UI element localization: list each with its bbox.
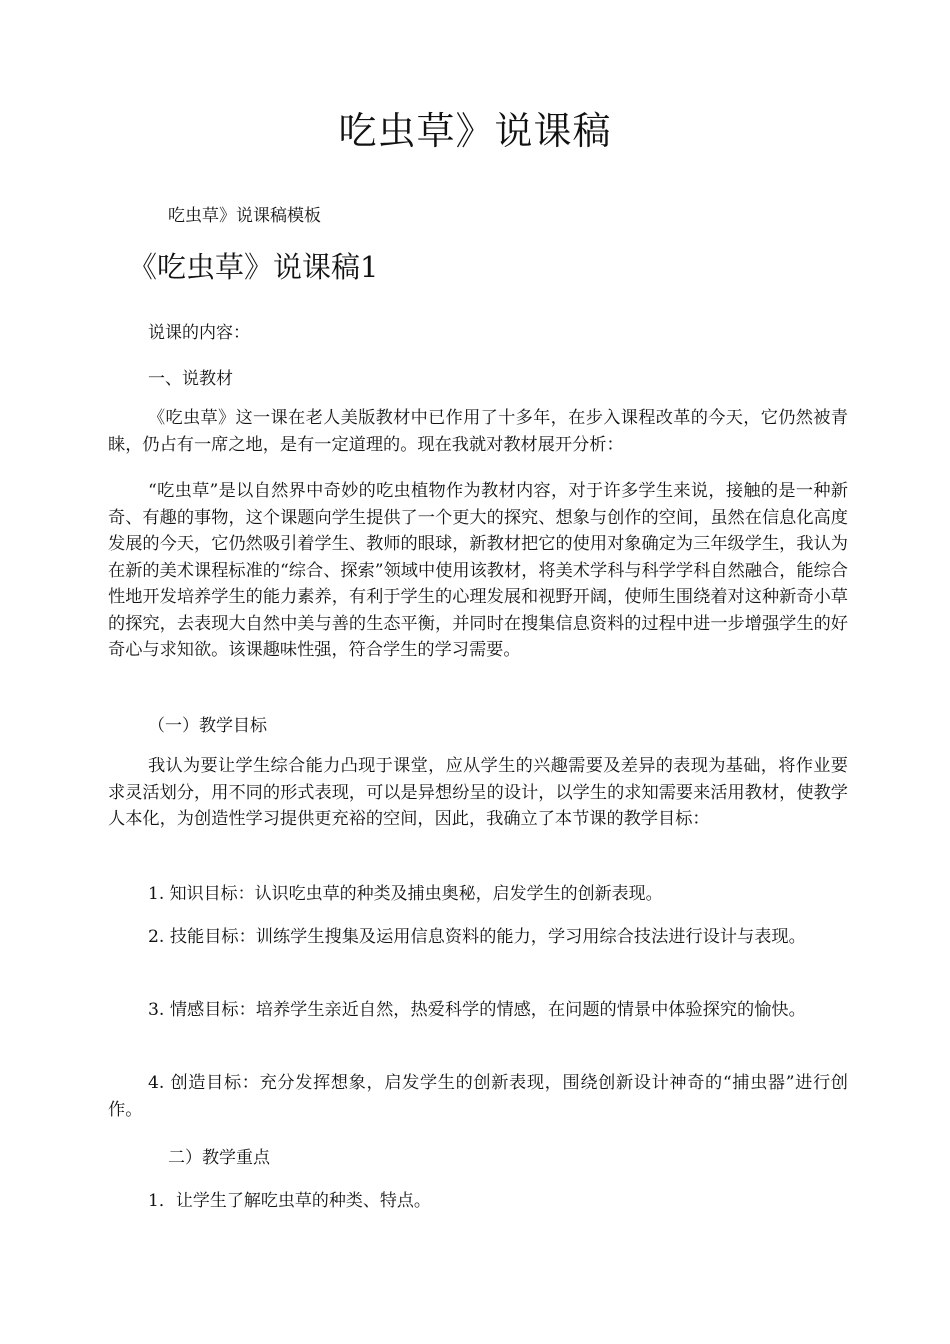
section-heading: 《吃虫草》说课稿1 xyxy=(128,250,379,284)
document-title: 吃虫草》说课稿 xyxy=(338,109,612,153)
goal-creation: 4. 创造目标：充分发挥想象，启发学生的创新表现，围绕创新设计神奇的“捕虫器”进行创作。 xyxy=(108,1073,848,1120)
section-title-textbook: 一、说教材 xyxy=(148,369,233,389)
subsection-teaching-focus: 二）教学重点 xyxy=(168,1148,270,1168)
paragraph-goals-intro: 我认为要让学生综合能力凸现于课堂，应从学生的兴趣需要及差异的表现为基础，将作业要求灵活划分，用不同的形式表现，可以是异想纷呈的设计，以学生的求知需要来活用教材，使教学人本化，为创造性学习提供更充裕的空间，因此，我确立了本节课的教学目标： xyxy=(108,756,848,829)
document-subtitle: 吃虫草》说课稿模板 xyxy=(168,206,321,226)
content-label: 说课的内容： xyxy=(148,323,250,343)
subsection-teaching-goals: （一）教学目标 xyxy=(148,716,267,736)
paragraph-intro: 《吃虫草》这一课在老人美版教材中已作用了十多年，在步入课程改革的今天，它仍然被青睐，仍占有一席之地，是有一定道理的。现在我就对教材展开分析： xyxy=(108,408,848,455)
focus-point-1: 1．让学生了解吃虫草的种类、特点。 xyxy=(148,1191,431,1211)
goal-knowledge: 1. 知识目标：认识吃虫草的种类及捕虫奥秘，启发学生的创新表现。 xyxy=(148,884,663,904)
paragraph-analysis: “吃虫草”是以自然界中奇妙的吃虫植物作为教材内容，对于许多学生来说，接触的是一种新奇、有趣的事物，这个课题向学生提供了一个更大的探究、想象与创作的空间，虽然在信息化高度发展的今天，它仍然吸引着学生、教师的眼球，新教材把它的使用对象确定为三年级学生，我认为在新的美术课程标准的“综合、探索”领域中使用该教材，将美术学科与科学学科自然融合，能综合性地开发培养学生的能力素养，有利于学生的心理发展和视野开阔，使师生围绕着对这种新奇小草的探究，去表现大自然中美与善的生态平衡，并同时在搜集信息资料的过程中进一步增强学生的好奇心与求知欲。该课趣味性强，符合学生的学习需要。 xyxy=(108,481,848,660)
goal-emotion: 3. 情感目标：培养学生亲近自然，热爱科学的情感，在问题的情景中体验探究的愉快。 xyxy=(148,1000,806,1020)
goal-skill: 2. 技能目标：训练学生搜集及运用信息资料的能力，学习用综合技法进行设计与表现。 xyxy=(148,927,806,947)
